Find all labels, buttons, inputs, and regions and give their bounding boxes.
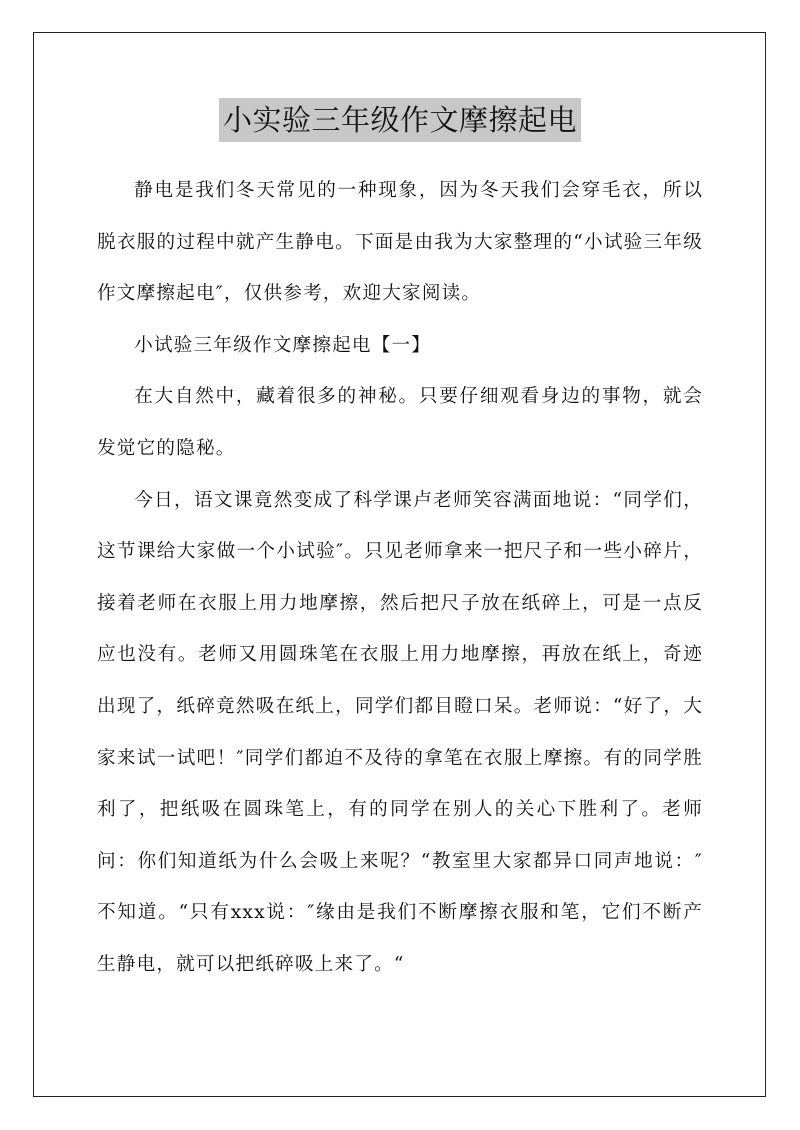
paragraph-experiment: 今日，语文课竟然变成了科学课卢老师笑容满面地说：“同学们，这节课给大家做一个小试验″。只见老师拿来一把尺子和一些小碎片，接着老师在衣服上用力地摩擦，然后把尺子放在纸碎上，可是一点反应也没有。老师又用圆珠笔在衣服上用力地摩擦，再放在纸上，奇迹出现了，纸碎竟然吸在纸上，同学们都目瞪口呆。老师说：“好了，大家来试一试吧！″同学们都迫不及待的拿笔在衣服上摩擦。有的同学胜利了，把纸吸在圆珠笔上，有的同学在别人的关心下胜利了。老师问：你们知道纸为什么会吸上来呢？“教室里大家都异口同声地说：″不知道。“只有xxx说：″缘由是我们不断摩擦衣服和笔，它们不断产生静电，就可以把纸碎吸上来了。“ bbox=[97, 489, 703, 975]
document-title: 小实验三年级作文摩擦起电 bbox=[219, 98, 581, 142]
paragraph-intro: 静电是我们冬天常见的一种现象，因为冬天我们会穿毛衣，所以脱衣服的过程中就产生静电。下面是由我为大家整理的“小试验三年级作文摩擦起电″，仅供参考，欢迎大家阅读。 bbox=[97, 180, 703, 305]
title-container bbox=[0, 98, 800, 142]
paragraph-nature: 在大自然中，藏着很多的神秘。只要仔细观看身边的事物，就会发觉它的隐秘。 bbox=[97, 386, 703, 459]
section-heading: 小试验三年级作文摩擦起电【一】 bbox=[134, 334, 432, 356]
document-body bbox=[97, 165, 703, 991]
